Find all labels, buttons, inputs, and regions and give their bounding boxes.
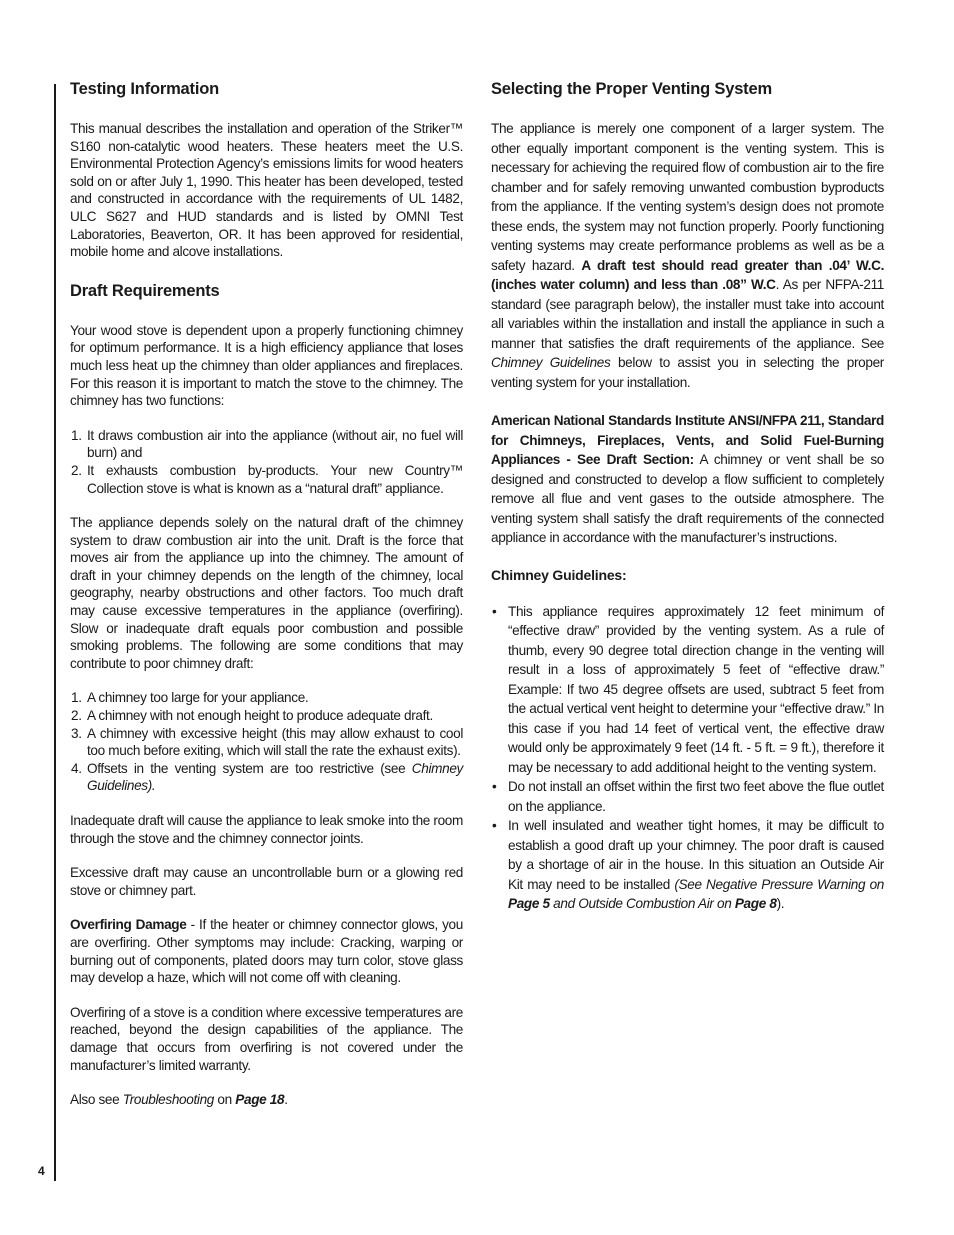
venting-paragraph: The appliance is merely one component of a larger system. The other equally important component is the venting system. This is necessary for achieving the required flow of combustion air to the fire chamber and for safely removing unwanted combustion byproducts from the appliance. If the venting system’s design does not promote these ends, the system may not function properly. Poorly functioning venting systems may create performance problems as well as be a safety hazard. A draft test should read greater than .04’ W.C. (inches water column) and less than .08” W.C. As per NFPA-211 standard (see paragraph below), the installer must take into account all variables within the installation and install the appliance in such a manner that satisfies the draft requirements of the appliance. See Chimney Guidelines below to assist you in selecting the proper venting system for your installation. xyxy=(491,121,884,390)
list-item: • In well insulated and weather tight homes, it may be difficult to establish a good draft up your chimney. The poor draft is caused by a shortage of air in the house. In this situation an Outside Air Kit may need to be installed (See Negative Pressure Warning on Page 5 and Outside Combustion Air on Page 8). xyxy=(492,818,884,911)
draft-heading: Draft Requirements xyxy=(70,281,220,300)
left-column xyxy=(70,80,463,1109)
page-reference: Page 8 xyxy=(734,896,777,911)
bullet: • xyxy=(492,818,497,833)
inadequate-draft-paragraph: Inadequate draft will cause the appliance to leak smoke into the room through the stove and the chimney connector joints. xyxy=(70,813,463,846)
list-item: 1. A chimney too large for your appliance. xyxy=(71,690,309,706)
also-see-line: Also see Troubleshooting on Page 18. xyxy=(70,1092,288,1108)
list-item: 1. It draws combustion air into the appliance (without air, no fuel will burn) and xyxy=(71,427,463,461)
bullet: • xyxy=(492,779,497,794)
testing-heading: Testing Information xyxy=(70,80,219,98)
list-item: 2. It exhausts combustion by-products. Your new Country™ Collection stove is what is known as a “natural draft” appliance. xyxy=(71,462,463,496)
testing-paragraph: This manual describes the installation and operation of the Striker™ S160 non-catalytic wood heaters. These heaters meet the U.S. Environmental Protection Agency’s emissions limits for wood heaters sold on or after July 1, 1990. This heater has been developed, tested and constructed in accordance with the requirements of UL 1482, ULC S627 and HUD standards and is listed by OMNI Test Laboratories, Beaverton, OR. It has been approved for residential, mobile home and alcove installations. xyxy=(70,121,463,260)
list-item: 2. A chimney with not enough height to produce adequate draft. xyxy=(71,708,433,724)
draft-intro-paragraph: Your wood stove is dependent upon a properly functioning chimney for optimum performance. It is a high efficiency appliance that loses much less heat up the chimney than older appliances and fireplaces. For this reason it is important to match the stove to the chimney. The chimney has two functions: xyxy=(70,322,463,409)
list-item: 4. Offsets in the venting system are too restrictive (see Chimney Guidelines). xyxy=(71,760,463,794)
chimney-functions-list xyxy=(70,427,463,497)
list-item: 3. A chimney with excessive height (this may allow exhaust to cool too much before exiting, which will stall the rate the exhaust exits). xyxy=(71,725,463,759)
draft-test-requirement: A draft test should read greater than .04’ W.C. (inches water column) and less than .08” W.C xyxy=(491,257,884,292)
overfiring-definition-paragraph: Overfiring of a stove is a condition where excessive temperatures are reached, beyond the design capabilities of the appliance. The damage that occurs from overfiring is not covered under the manufacturer’s limited warranty. xyxy=(70,1004,463,1073)
overfiring-label: Overfiring Damage xyxy=(70,917,187,933)
overfiring-damage-paragraph: Overfiring Damage - If the heater or chimney connector glows, you are overfiring. Other symptoms may include: Cracking, warping or burning out of components, plated doors may turn color, stove glass may develop a haze, which will not come off with cleaning. xyxy=(70,917,463,986)
chimney-guidelines-reference: Chimney Guidelines xyxy=(491,355,611,370)
chimney-guidelines-heading: Chimney Guidelines: xyxy=(491,566,627,583)
bullet: • xyxy=(492,603,497,619)
troubleshooting-reference: Troubleshooting xyxy=(122,1092,214,1108)
page-reference: Page 5 xyxy=(508,896,550,911)
page-reference: Page 18 xyxy=(235,1092,285,1108)
chimney-guidelines-reference: Chimney Guidelines). xyxy=(87,760,463,794)
ansi-standard-paragraph: American National Standards Institute ANSI/NFPA 211, Standard for Chimneys, Fireplaces, Vents, and Solid Fuel-Burning Appliances - See Draft Section: A chimney or vent shall be so designed and constructed to develop a flow sufficient to completely remove all flue and vent gases to the outside atmosphere. The venting system shall satisfy the draft requirements of the connected appliance in accordance with the manufacturer’s instructions. xyxy=(491,413,884,545)
venting-heading: Selecting the Proper Venting System xyxy=(491,80,772,98)
draft-conditions-list xyxy=(70,689,463,795)
natural-draft-paragraph: The appliance depends solely on the natural draft of the chimney system to draw combustion air into the unit. Draft is the force that moves air from the appliance up into the chimney. The amount of draft in your chimney depends on the length of the chimney, local geography, nearby obstructions and other factors. Too much draft may cause excessive temperatures in the appliance (overfiring). Slow or inadequate draft equals poor combustion and possible smoking problems. The following are some conditions that may contribute to poor chimney draft: xyxy=(70,515,463,671)
chimney-guidelines-list xyxy=(491,602,884,914)
ansi-standard-title: American National Standards Institute ANSI/NFPA 211, Standard for Chimneys, Fireplaces, Vents, and Solid Fuel-Burning Appliances - See Draft Section: xyxy=(491,413,884,467)
right-column xyxy=(491,80,884,914)
page-number: 4 xyxy=(38,1164,45,1178)
excessive-draft-paragraph: Excessive draft may cause an uncontrollable burn or a glowing red stove or chimney part. xyxy=(70,865,463,898)
list-item: • Do not install an offset within the first two feet above the flue outlet on the appliance. xyxy=(492,779,884,814)
left-margin-rule xyxy=(54,84,56,1181)
list-item: • This appliance requires approximately 12 feet minimum of “effective draw” provided by the venting system. As a rule of thumb, every 90 degree total direction change in the venting will result in a loss of approximately 5 feet of “effective draw.” Example: If two 45 degree offsets are used, subtract 5 feet from the actual vertical vent height to determine your “effective draw.” In this case if you had 14 feet of vertical vent, the effective draw would only be approximately 9 feet (14 ft. - 5 ft. = 9 ft.), therefore it may be necessary to add additional height to the venting system. xyxy=(492,603,884,775)
